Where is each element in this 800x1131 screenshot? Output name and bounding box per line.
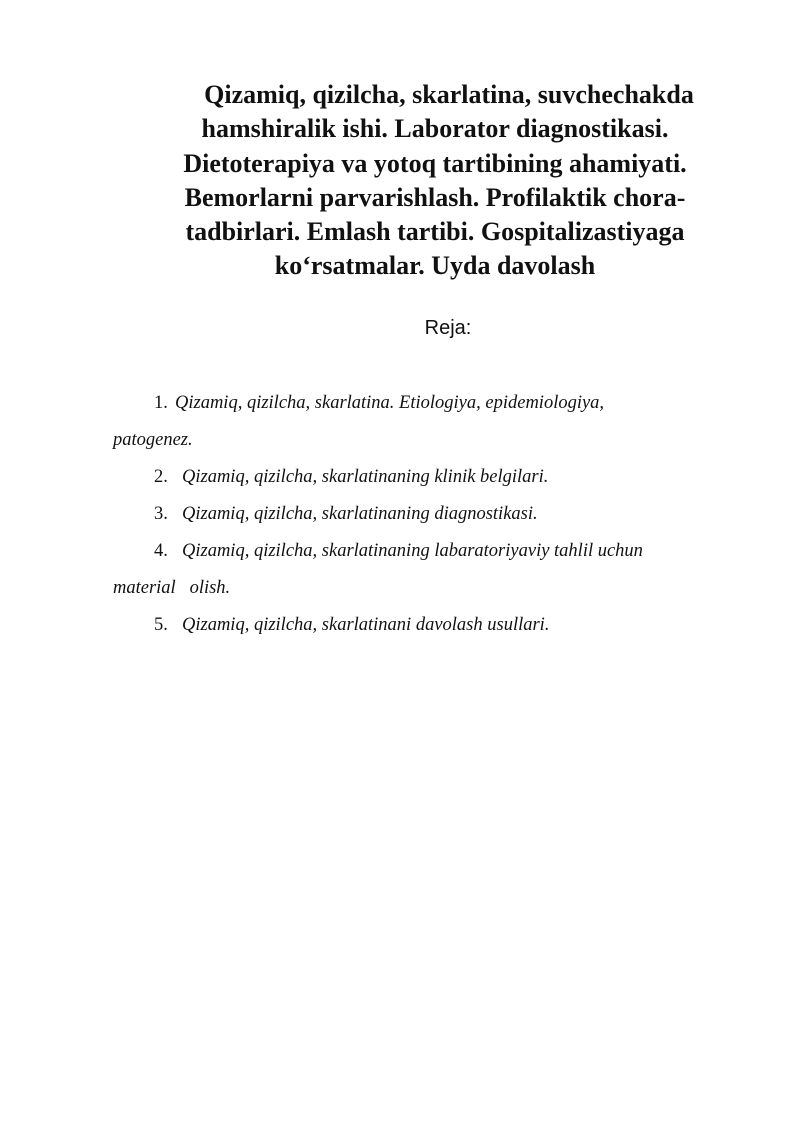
list-item-number: 5.	[154, 615, 168, 635]
title-line: hamshiralik ishi. Laborator diagnostikasi.	[201, 114, 669, 144]
list-item-text: Qizamiq, qizilcha, skarlatinaning klinik belgilari.	[182, 467, 549, 487]
list-item-text: Qizamiq, qizilcha, skarlatinani davolash usullari.	[182, 615, 550, 635]
list-item-text: Qizamiq, qizilcha, skarlatina. Etiologiya, epidemiologiya,	[175, 393, 605, 413]
list-item-number: 2.	[154, 467, 168, 487]
list-item-line	[0, 533, 800, 570]
title-line: Qizamiq, qizilcha, skarlatina, suvchechakda	[204, 80, 694, 109]
title-line: ko‘rsatmalar. Uyda davolash	[274, 251, 596, 281]
list-item	[0, 459, 800, 496]
list-item-line	[0, 496, 800, 533]
list-item-number: 3.	[154, 504, 168, 524]
list-item	[0, 496, 800, 533]
list-item-line	[0, 607, 800, 644]
list-item-number: 1.	[154, 393, 168, 413]
list-item-text: material olish.	[113, 578, 231, 598]
list-item	[0, 385, 800, 459]
list-item-text: patogenez.	[113, 430, 193, 450]
plan-heading: Reja:	[424, 317, 472, 339]
list-item-text: Qizamiq, qizilcha, skarlatinaning labaratoriyaviy tahlil uchun	[182, 541, 643, 561]
title-line: Dietoterapiya va yotoq tartibining ahamiyati.	[183, 148, 687, 178]
list-item-line	[0, 385, 800, 422]
list-item	[0, 533, 800, 607]
document-title	[140, 78, 730, 284]
title-line: Bemorlarni parvarishlash. Profilaktik chora-	[184, 182, 686, 212]
plan-list	[0, 385, 800, 644]
title-line: tadbirlari. Emlash tartibi. Gospitalizastiyaga	[185, 217, 685, 247]
list-item-continuation	[0, 422, 800, 459]
list-item-line	[0, 459, 800, 496]
list-item-text: Qizamiq, qizilcha, skarlatinaning diagnostikasi.	[182, 504, 538, 524]
list-item-number: 4.	[154, 541, 168, 561]
list-item-continuation	[0, 570, 800, 607]
list-item	[0, 607, 800, 644]
